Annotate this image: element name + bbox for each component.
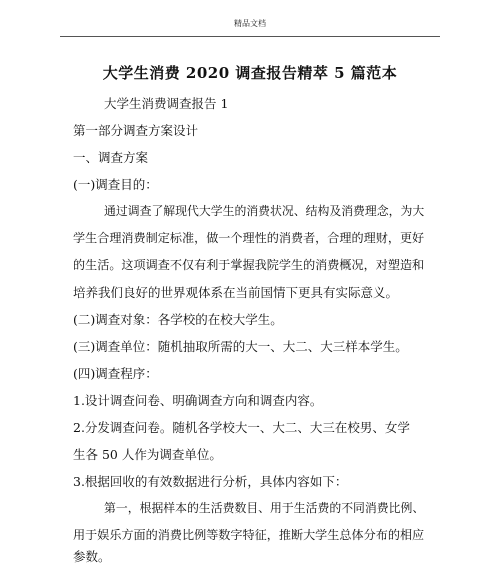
survey-object-line: (二)调查对象：各学校的在校大学生。 (73, 312, 283, 327)
purpose-paragraph-line: 通过调查了解现代大学生的消费状况、结构及消费理念，为大 (104, 204, 425, 218)
procedure-heading: (四)调查程序： (73, 366, 158, 381)
procedure-step-2-line: 2.分发调查问卷。随机各学校大一、大二、大三在校男、女学 (73, 420, 410, 435)
analysis-paragraph-line: 第一，根据样本的生活费数目、用于生活费的不同消费比例、 (104, 501, 425, 515)
part-heading: 第一部分调查方案设计 (73, 123, 199, 138)
survey-unit-line: (三)调查单位：随机抽取所需的大一、大二、大三样本学生。 (73, 339, 408, 354)
procedure-step-3: 3.根据回收的有效数据进行分析，具体内容如下： (73, 474, 348, 489)
procedure-step-2-line: 生各 50 人作为调查单位。 (73, 447, 222, 462)
analysis-paragraph-line: 参数。 (73, 549, 111, 564)
analysis-paragraph-line: 用于娱乐方面的消费比例等数字特征，推断大学生总体分布的相应 (73, 528, 425, 542)
document-title: 大学生消费 2020 调查报告精萃 5 篇范本 (102, 64, 398, 82)
procedure-step-1: 1.设计调查问卷、明确调查方向和调查内容。 (73, 393, 323, 408)
header-divider (60, 36, 440, 37)
report-label: 大学生消费调查报告 1 (104, 96, 229, 111)
purpose-paragraph-line: 学生合理消费制定标准，做一个理性的消费者，合理的理财，更好 (73, 231, 425, 245)
purpose-heading: (一)调查目的： (73, 177, 158, 192)
purpose-paragraph-line: 培养我们良好的世界观体系在当前国情下更具有实际意义。 (73, 285, 399, 300)
page-header: 精品文档 (234, 19, 266, 28)
purpose-paragraph-line: 的生活。这项调查不仅有利于掌握我院学生的消费概况，对塑造和 (73, 258, 425, 272)
section-heading: 一、调查方案 (73, 150, 149, 165)
